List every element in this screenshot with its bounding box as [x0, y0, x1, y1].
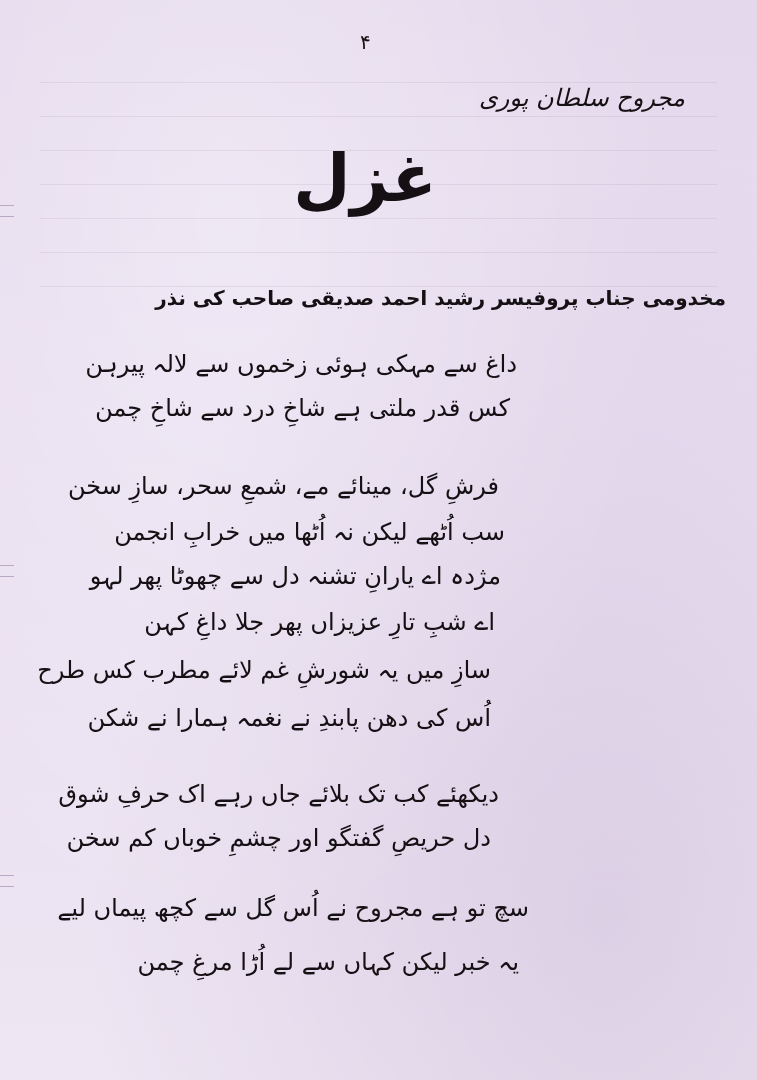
verse-line: یہ خبر لیکن کہاں سے لے اُڑا مرغِ چمن	[137, 948, 519, 976]
dedication-line: مخدومی جناب پروفیسر رشید احمد صدیقی صاحب کی نذر	[155, 286, 726, 310]
verse-line: اے شبِ تارِ عزیزاں پھر جلا داغِ کہن	[144, 608, 495, 636]
binding-mark	[0, 875, 14, 887]
page-number: ۴	[360, 30, 371, 54]
verse-line: داغ سے مہکی ہوئی زخموں سے لالہ پیرہن	[85, 350, 517, 378]
verse-line: سب اُٹھے لیکن نہ اُٹھا میں خرابِ انجمن	[114, 518, 505, 546]
verse-line: دیکھئے کب تک بلائے جاں رہے اک حرفِ شوق	[58, 780, 499, 808]
verse-line: مژدہ اے یارانِ تشنہ دل سے چھوٹا پھر لہو	[89, 562, 501, 590]
binding-mark	[0, 565, 14, 577]
poet-name: مجروح سلطان پوری	[478, 84, 685, 112]
verse-line: فرشِ گل، مینائے مے، شمعِ سحر، سازِ سخن	[67, 472, 499, 500]
verse-line: کس قدر ملتی ہے شاخِ درد سے شاخِ چمن	[95, 394, 510, 422]
verse-line: اُس کی دھن پابندِ نے نغمہ ہمارا نے شکن	[87, 704, 491, 732]
binding-mark	[0, 205, 14, 217]
page-title: غزل	[293, 140, 437, 217]
verse-line: سازِ میں یہ شورشِ غم لائے مطرب کس طرح	[37, 656, 491, 684]
verse-line: دل حریصِ گفتگو اور چشمِ خوباں کم سخن	[66, 824, 491, 852]
verse-line: سچ تو ہے مجروح نے اُس گل سے کچھ پیماں لیے	[57, 894, 529, 922]
